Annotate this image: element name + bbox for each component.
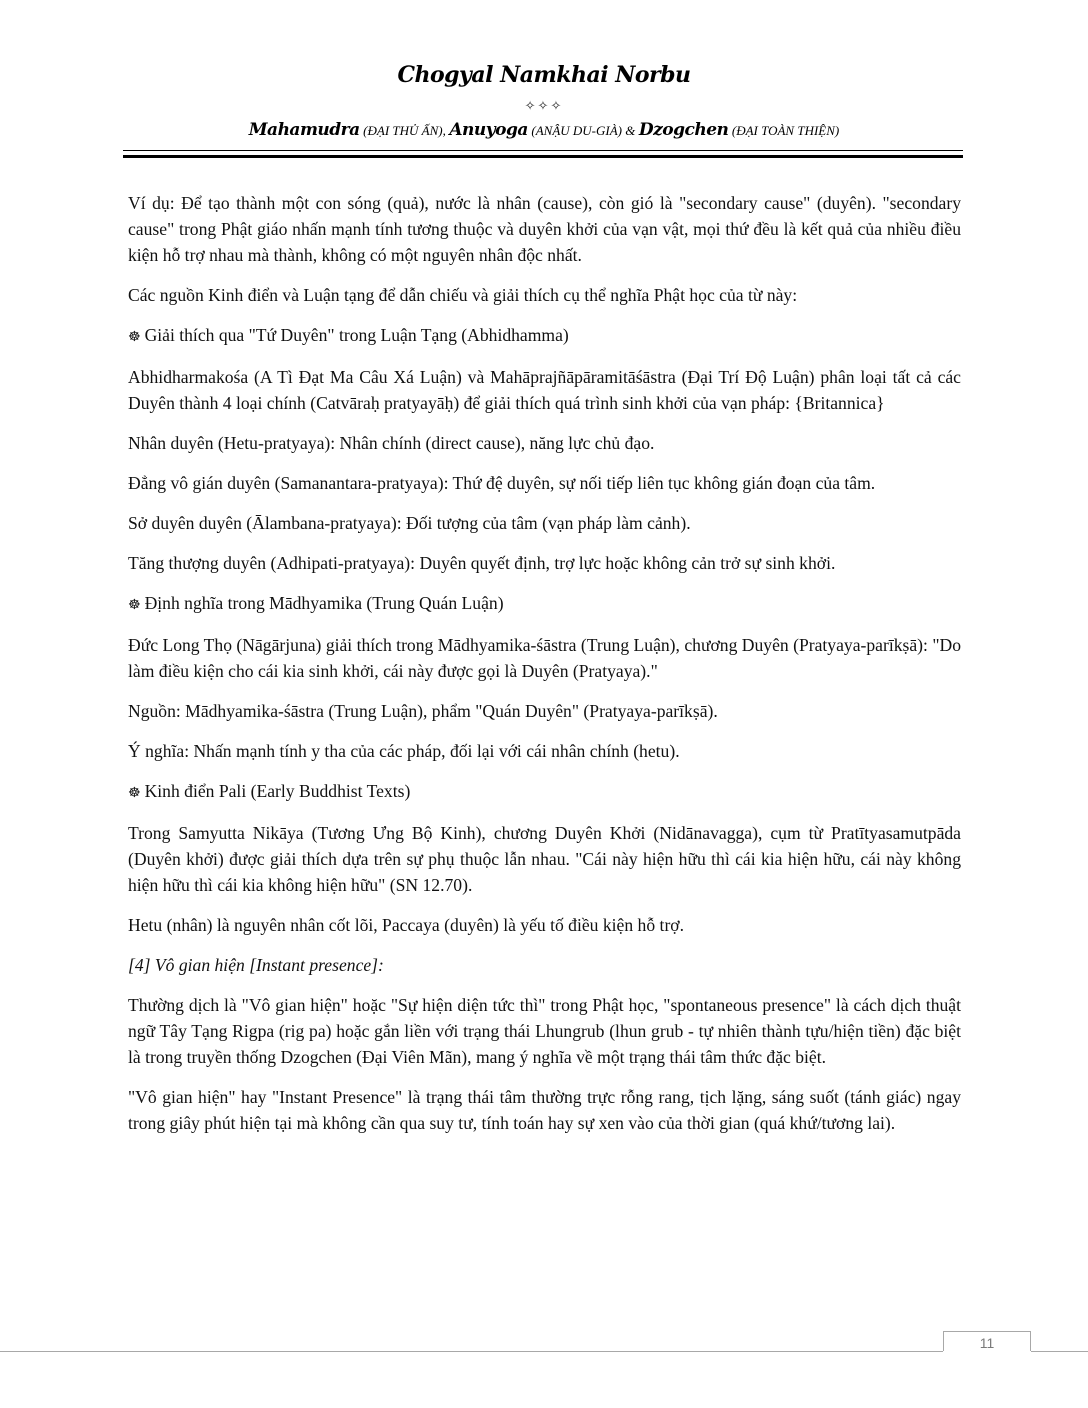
header-ornament: ✧✧✧ xyxy=(524,98,564,113)
paragraph-text: Ví dụ: Để tạo thành một con sóng (quả), nước là nhân (cause), còn gió là "secondary cause" (duyên). "secondary cause" trong Phật giáo nhấn mạnh tính tương thuộc và duyên khởi của vạn vật, mọi thứ đều là kết quả của nhiều điều kiện hỗ trợ nhau mà thành, không có một nguyên nhân độc nhất. xyxy=(128,193,961,265)
paragraph xyxy=(128,912,961,938)
paragraph-text: Abhidharmakośa (A Tì Đạt Ma Câu Xá Luận) và Mahāprajñāpāramitāśāstra (Đại Trí Độ Luận) phân loại tất cả các Duyên thành 4 loại chính (Catvāraḥ pratyayāḥ) để giải thích quá trình sinh khởi của vạn pháp: {Britannica} xyxy=(128,367,961,413)
paragraph-text: Thường dịch là "Vô gian hiện" hoặc "Sự hiện diện tức thì" trong Phật học, "spontaneous presence" là cách dịch thuật ngữ Tây Tạng Rigpa (rig pa) hoặc gắn liền với trạng thái Lhungrub (lhun grub - tự nhiên thành tựu/hiện tiền) đặc biệt là trong truyền thống Dzogchen (Đại Viên Mãn), mang ý nghĩa về một trạng thái tâm thức đặc biệt. xyxy=(128,995,961,1067)
header-rule-thin xyxy=(123,150,963,151)
paragraph xyxy=(128,1084,961,1136)
paragraph xyxy=(128,282,961,308)
dharma-wheel-icon: ☸ xyxy=(128,597,141,613)
paragraph-text: Các nguồn Kinh điển và Luận tạng để dẫn chiếu và giải thích cụ thể nghĩa Phật học của từ này: xyxy=(128,285,798,305)
header-subtitle xyxy=(0,120,1088,140)
subtitle-term-dzogchen: Dzogchen xyxy=(638,120,729,140)
header-rule-thick xyxy=(123,155,963,158)
subtitle-term-mahamudra: Mahamudra xyxy=(248,120,360,140)
paragraph xyxy=(128,992,961,1070)
footer-rule-left xyxy=(0,1351,943,1352)
paragraph xyxy=(128,952,961,978)
section-heading xyxy=(128,590,961,618)
paragraph-text: Nguồn: Mādhyamika-śāstra (Trung Luận), phẩm "Quán Duyên" (Pratyaya-parīkṣā). xyxy=(128,701,718,721)
paragraph xyxy=(128,632,961,684)
page-number: 11 xyxy=(943,1331,1031,1351)
paragraph-text: "Vô gian hiện" hay "Instant Presence" là trạng thái tâm thường trực rỗng rang, tịch lặng, sáng suốt (tánh giác) ngay trong giây phút hiện tại mà không cần qua suy tư, tính toán hay sự xen vào của thời gian (quá khứ/tương lai). xyxy=(128,1087,961,1133)
paragraph-text: Đức Long Thọ (Nāgārjuna) giải thích trong Mādhyamika-śāstra (Trung Luận), chương Duyên (Pratyaya-parīkṣā): "Do làm điều kiện cho cái kia sinh khởi, cái này được gọi là Duyên (Pratyaya)." xyxy=(128,635,961,681)
paragraph-text: Trong Samyutta Nikāya (Tương Ưng Bộ Kinh), chương Duyên Khởi (Nidānavagga), cụm từ Pratītyasamutpāda (Duyên khởi) được giải thích dựa trên sự phụ thuộc lẫn nhau. "Cái này hiện hữu thì cái kia hiện hữu, cái này không hiện hữu thì cái kia không hiện hữu" (SN 12.70). xyxy=(128,823,961,895)
subtitle-gloss-mahamudra: (ĐẠI THỦ ẤN), xyxy=(363,123,446,138)
paragraph xyxy=(128,430,961,456)
paragraph xyxy=(128,820,961,898)
paragraph-text: Giải thích qua "Tứ Duyên" trong Luận Tạng (Abhidhamma) xyxy=(144,325,569,345)
dharma-wheel-icon: ☸ xyxy=(128,329,141,345)
paragraph xyxy=(128,470,961,496)
paragraph-text: Hetu (nhân) là nguyên nhân cốt lõi, Paccaya (duyên) là yếu tố điều kiện hỗ trợ. xyxy=(128,915,684,935)
paragraph-text: Kinh điển Pali (Early Buddhist Texts) xyxy=(144,781,411,801)
paragraph xyxy=(128,738,961,764)
document-body xyxy=(128,190,961,1150)
paragraph-text: Ý nghĩa: Nhấn mạnh tính y tha của các pháp, đối lại với cái nhân chính (hetu). xyxy=(128,741,680,761)
paragraph-text: [4] Vô gian hiện [Instant presence]: xyxy=(128,955,384,975)
paragraph-text: Tăng thượng duyên (Adhipati-pratyaya): Duyên quyết định, trợ lực hoặc không cản trở sự sinh khởi. xyxy=(128,553,836,573)
subtitle-gloss-dzogchen: (ĐẠI TOÀN THIỆN) xyxy=(731,123,840,138)
subtitle-term-anuyoga: Anuyoga xyxy=(449,120,528,140)
paragraph-text: Đẳng vô gián duyên (Samanantara-pratyaya): Thứ đệ duyên, sự nối tiếp liên tục không gián đoạn của tâm. xyxy=(128,473,876,493)
paragraph xyxy=(128,698,961,724)
header-author: Chogyal Namkhai Norbu xyxy=(397,62,691,88)
paragraph xyxy=(128,510,961,536)
paragraph-text: Sở duyên duyên (Ālambana-pratyaya): Đối tượng của tâm (vạn pháp làm cảnh). xyxy=(128,513,691,533)
paragraph xyxy=(128,550,961,576)
paragraph xyxy=(128,364,961,416)
paragraph-text: Định nghĩa trong Mādhyamika (Trung Quán Luận) xyxy=(144,593,504,613)
section-heading xyxy=(128,778,961,806)
footer-rule-right xyxy=(1031,1351,1088,1352)
dharma-wheel-icon: ☸ xyxy=(128,785,141,801)
paragraph-text: Nhân duyên (Hetu-pratyaya): Nhân chính (direct cause), năng lực chủ đạo. xyxy=(128,433,655,453)
section-heading xyxy=(128,322,961,350)
paragraph xyxy=(128,190,961,268)
subtitle-gloss-anuyoga: (ANẬU DU-GIÀ) & xyxy=(531,123,636,138)
